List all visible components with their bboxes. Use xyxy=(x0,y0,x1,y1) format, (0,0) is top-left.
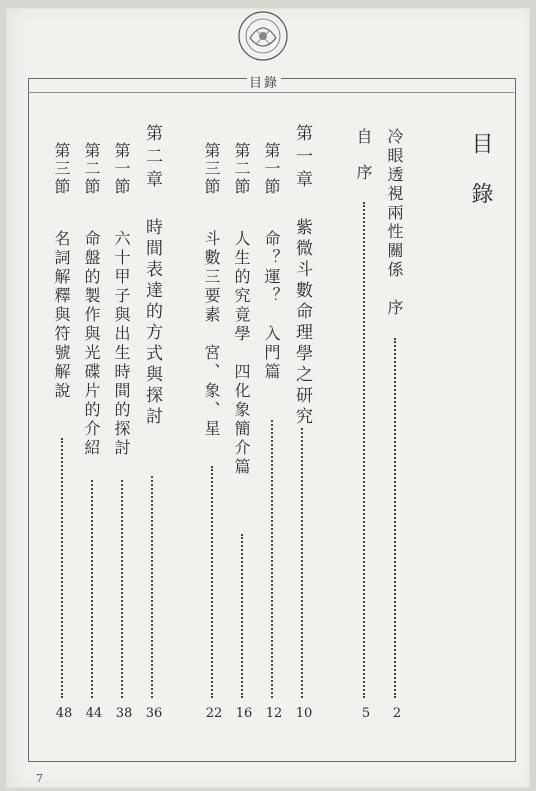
toc-entry-label: 第二章 xyxy=(142,124,162,193)
toc-entry-title: 六十甲子與出生時間的探討 xyxy=(112,230,131,458)
toc-entry-label: 第一節 xyxy=(112,142,131,196)
toc-entry-section-1-2[interactable] xyxy=(230,120,258,720)
leader-dots xyxy=(363,202,371,698)
toc-entry-page: 16 xyxy=(235,706,253,721)
leader-dots xyxy=(91,480,99,698)
header-rule xyxy=(28,92,514,93)
leader-dots xyxy=(121,480,129,698)
toc-entry-label: 自 序 xyxy=(354,128,373,182)
toc-entry-page: 5 xyxy=(361,706,371,721)
toc-entry-section-1-1[interactable] xyxy=(260,120,288,720)
leader-dots xyxy=(211,466,219,698)
toc-entry-title: 命？運？ 入門篇 xyxy=(262,230,281,382)
leader-dots xyxy=(394,338,402,698)
toc-entry-preface[interactable] xyxy=(383,120,411,720)
toc-entry-section-2-2[interactable] xyxy=(80,120,108,720)
toc-entry-page: 44 xyxy=(85,706,103,721)
toc-entry-section-2-1[interactable] xyxy=(110,120,138,720)
leader-dots xyxy=(151,476,159,698)
toc-entry-title: 命盤的製作與光碟片的介紹 xyxy=(82,230,101,458)
toc-entry-author-preface[interactable] xyxy=(352,120,380,720)
leader-dots xyxy=(271,420,279,698)
toc-entry-title: 紫微斗數命理學之研究 xyxy=(292,218,312,428)
toc-entry-label: 第三節 xyxy=(202,142,221,196)
toc-entry-page: 2 xyxy=(392,706,402,721)
toc-entry-label: 第三節 xyxy=(52,142,71,196)
toc-entry-label: 第二節 xyxy=(232,142,251,196)
toc-entry-page: 12 xyxy=(265,706,283,721)
toc-entry-title: 時間表達的方式與探討 xyxy=(142,218,162,428)
toc-entry-chapter-1[interactable] xyxy=(290,120,318,720)
toc-entry-title: 名詞解釋與符號解說 xyxy=(52,230,71,401)
toc-entry-title: 斗數三要素 宮、象、星 xyxy=(202,230,221,439)
toc-entry-page: 38 xyxy=(115,706,133,721)
toc-entry-chapter-2[interactable] xyxy=(140,120,168,720)
toc-entry-title: 冷眼透視兩性關係 序 xyxy=(385,128,404,318)
leader-dots xyxy=(301,428,309,698)
header-label: 目錄 xyxy=(247,72,281,91)
ornament-seal-icon xyxy=(232,8,294,64)
toc-entry-label: 第一章 xyxy=(292,124,312,193)
toc-entry-label: 第二節 xyxy=(82,142,101,196)
toc-entry-page: 10 xyxy=(295,706,313,721)
toc-entry-page: 36 xyxy=(145,706,163,721)
toc-entry-section-1-3[interactable] xyxy=(200,120,228,720)
toc-entry-page: 48 xyxy=(55,706,73,721)
page-number: 7 xyxy=(36,772,43,785)
toc-entry-label: 第一節 xyxy=(262,142,281,196)
toc-entry-title: 人生的究竟學 四化象簡介篇 xyxy=(232,230,251,477)
leader-dots xyxy=(61,438,69,698)
toc-entry-page: 22 xyxy=(205,706,223,721)
toc-title: 目錄 xyxy=(468,132,493,232)
toc-entry-section-2-3[interactable] xyxy=(50,120,78,720)
leader-dots xyxy=(241,534,249,698)
